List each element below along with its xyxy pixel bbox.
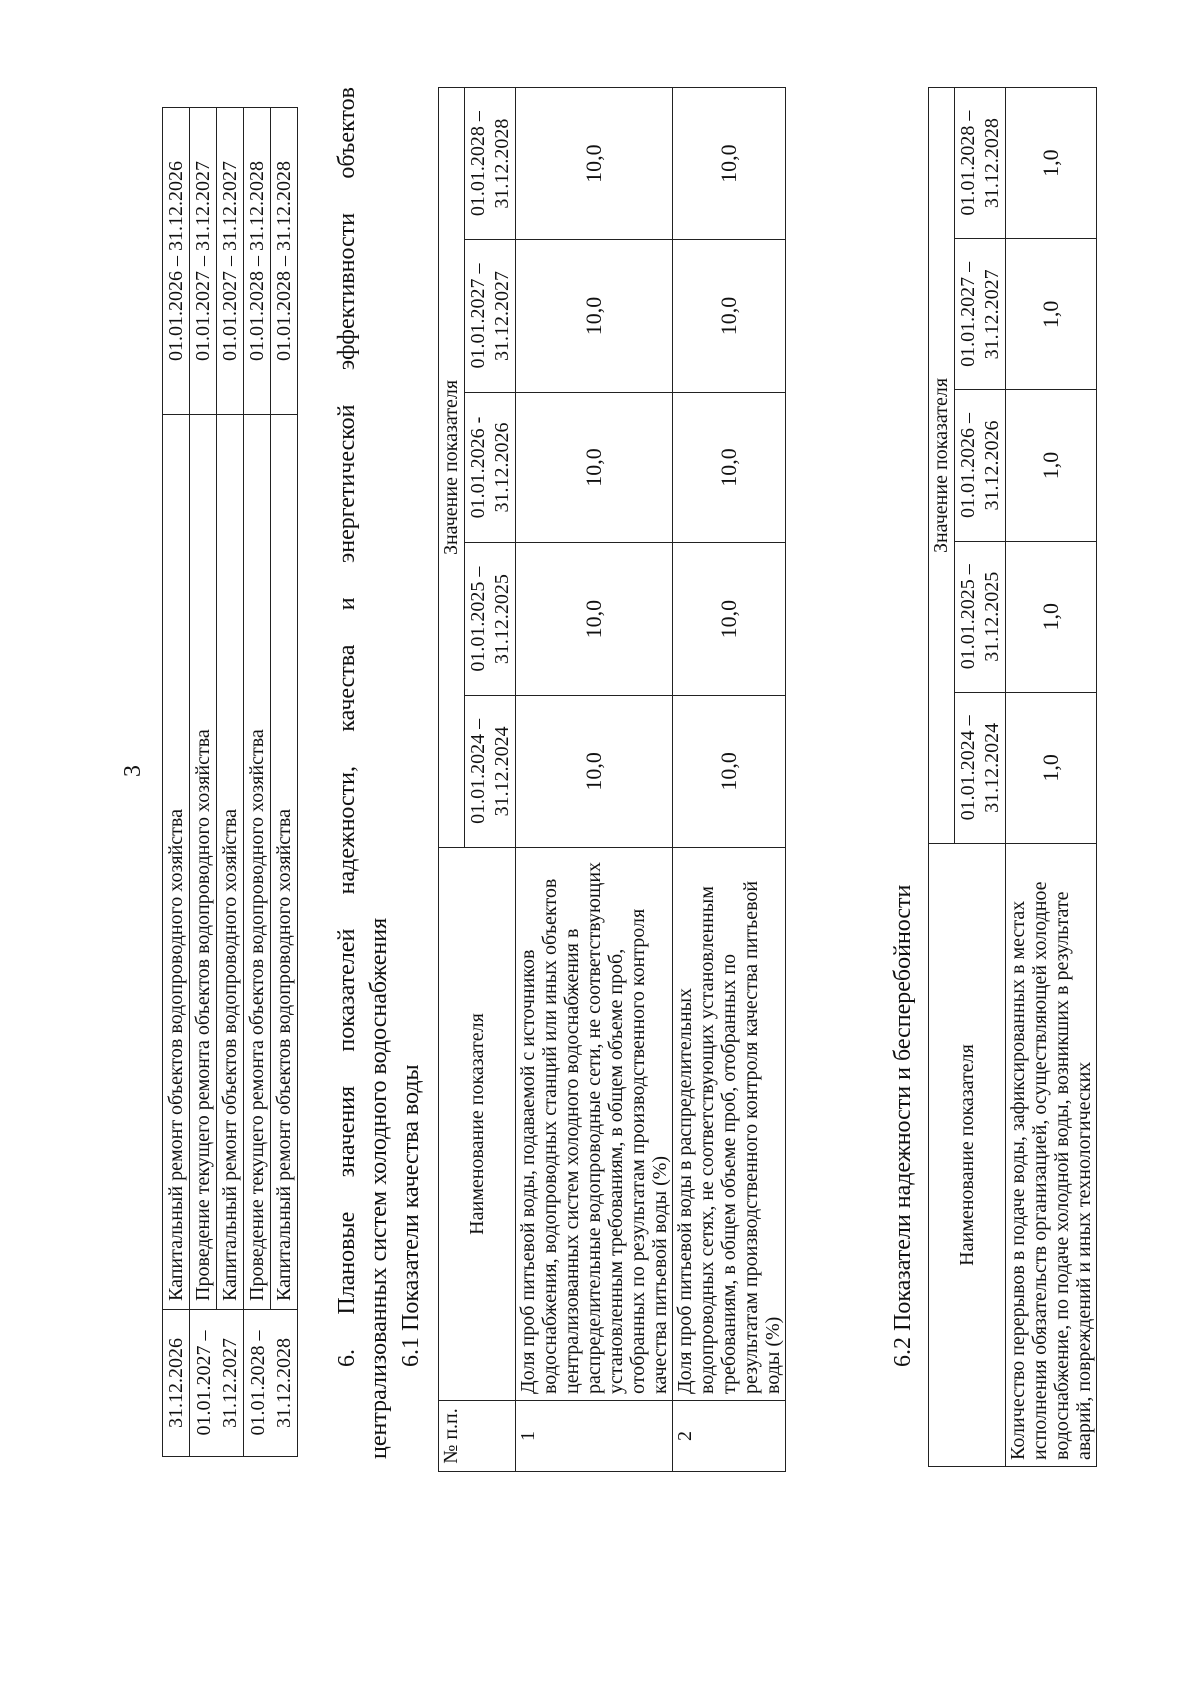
section-6-heading [334, 87, 361, 1367]
col-value-header: Значение показателя [439, 88, 465, 848]
row-num: 2 [673, 1401, 786, 1472]
col-value-header: Значение показателя [929, 88, 955, 844]
period-header: 01.01.2026 – 31.12.2026 [955, 390, 1006, 541]
period-header: 01.01.2024 – 31.12.2024 [465, 695, 516, 847]
period-cell: 31.12.2026 [163, 1310, 190, 1457]
table-row [217, 108, 244, 1457]
dates-cell: 01.01.2026 – 31.12.2026 [163, 108, 190, 415]
row-value: 1,0 [1006, 88, 1097, 239]
heading-word: Плановые [334, 1211, 360, 1315]
section-6-1-title: 6.1 Показатели качества воды [398, 1064, 424, 1367]
schedule-table [162, 107, 298, 1457]
period-header: 01.01.2025 – 31.12.2025 [465, 543, 516, 695]
section-6-2-title: 6.2 Показатели надежности и бесперебойности [890, 884, 916, 1367]
row-num: 1 [516, 1401, 673, 1472]
row-name: Количество перерывов в подаче воды, зафиксированных в местах исполнения обязательств организацией, осуществляющей холодное водоснабжение, по подаче холодной воды, возникших в результате аварий, повреждений и иных технологических [1006, 844, 1097, 1467]
table-header-row [929, 88, 955, 1467]
col-name-header: Наименование показателя [929, 844, 1006, 1467]
heading-word: эффективности [334, 212, 360, 371]
row-value: 1,0 [1006, 390, 1097, 541]
period-cell: 01.01.2027 – 31.12.2027 [190, 1310, 244, 1457]
period-header: 01.01.2027 – 31.12.2027 [465, 240, 516, 392]
col-num-header: № п.п. [439, 1401, 516, 1472]
page-number: 3 [120, 765, 146, 777]
dates-cell: 01.01.2028 – 31.12.2028 [271, 108, 298, 415]
row-value: 10,0 [673, 392, 786, 543]
heading-word: значения [334, 1085, 360, 1178]
heading-word: надежности, [334, 766, 360, 895]
heading-word: энергетической [334, 404, 360, 564]
table-row [190, 108, 217, 1457]
row-value: 1,0 [1006, 541, 1097, 692]
reliability-table [928, 87, 1097, 1467]
dates-cell: 01.01.2028 – 31.12.2028 [244, 108, 271, 415]
heading-word: качества [334, 644, 360, 732]
heading-word: и [334, 597, 360, 611]
work-cell: Проведение текущего ремонта объектов водопроводного хозяйства [244, 415, 271, 1310]
work-cell: Капитальный ремонт объектов водопроводного хозяйства [163, 415, 190, 1310]
period-header: 01.01.2026 - 31.12.2026 [465, 392, 516, 543]
table-row [673, 88, 786, 1472]
dates-cell: 01.01.2027 – 31.12.2027 [217, 108, 244, 415]
row-value: 1,0 [1006, 692, 1097, 843]
dates-cell: 01.01.2027 – 31.12.2027 [190, 108, 217, 415]
table-row [516, 88, 673, 1472]
period-header: 01.01.2028 – 31.12.2028 [955, 88, 1006, 239]
table-row [1006, 88, 1097, 1467]
quality-table [438, 87, 786, 1472]
heading-word: показателей [334, 928, 360, 1052]
row-name: Доля проб питьевой воды, подаваемой с источников водоснабжения, водопроводных станций или иных объектов централизованных систем холодного водоснабжения в распределительные водопроводные сети, не соответствующих установленным требованиям, в общем объеме проб, отобранных по результатам производственного контроля качества питьевой воды (%) [516, 848, 673, 1401]
col-name-header: Наименование показателя [439, 848, 516, 1401]
period-cell: 01.01.2028 – 31.12.2028 [244, 1310, 298, 1457]
work-cell: Проведение текущего ремонта объектов водопроводного хозяйства [190, 415, 217, 1310]
table-row [271, 108, 298, 1457]
row-value: 10,0 [516, 543, 673, 695]
work-cell: Капитальный ремонт объектов водопроводного хозяйства [217, 415, 244, 1310]
row-value: 1,0 [1006, 239, 1097, 390]
period-header: 01.01.2024 – 31.12.2024 [955, 692, 1006, 843]
row-value: 10,0 [516, 240, 673, 392]
table-header-row [439, 88, 465, 1472]
heading-word: объектов [334, 87, 360, 179]
row-value: 10,0 [516, 88, 673, 240]
table-row [163, 108, 190, 1457]
table-row [244, 108, 271, 1457]
work-cell: Капитальный ремонт объектов водопроводного хозяйства [271, 415, 298, 1310]
heading-word: 6. [334, 1349, 360, 1367]
row-value: 10,0 [673, 543, 786, 695]
period-header: 01.01.2028 – 31.12.2028 [465, 88, 516, 240]
row-value: 10,0 [673, 240, 786, 392]
row-value: 10,0 [516, 392, 673, 543]
period-header: 01.01.2025 – 31.12.2025 [955, 541, 1006, 692]
row-value: 10,0 [673, 695, 786, 847]
row-value: 10,0 [673, 88, 786, 240]
section-6-heading-cont: централизованных систем холодного водоснабжения [366, 917, 392, 1459]
row-name: Доля проб питьевой воды в распределительных водопроводных сетях, не соответствующих установленным требованиям, в общем объеме проб, отобранных по результатам производственного контроля качества питьевой воды (%) [673, 848, 786, 1401]
period-header: 01.01.2027 – 31.12.2027 [955, 239, 1006, 390]
row-value: 10,0 [516, 695, 673, 847]
